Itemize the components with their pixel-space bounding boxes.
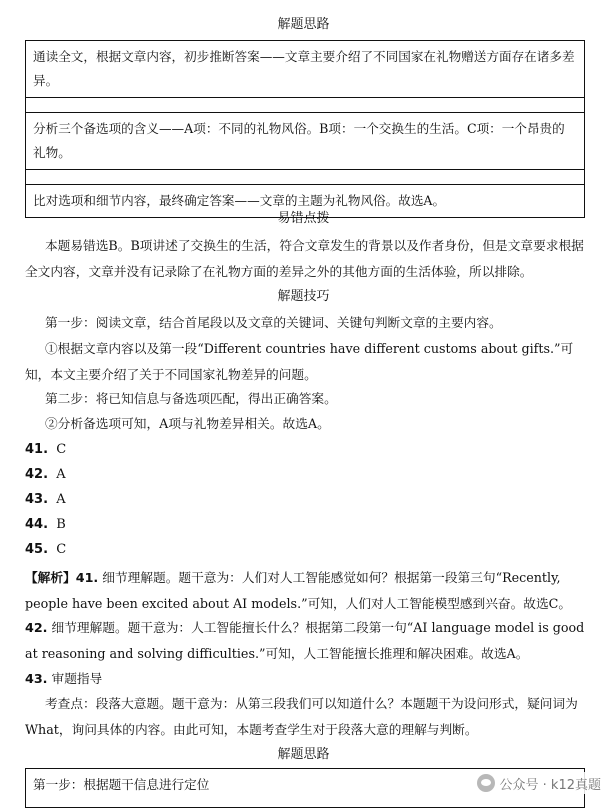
watermark [477, 772, 601, 794]
answer-number: 44. [25, 517, 49, 532]
answer-number: 42. [25, 467, 49, 482]
step-text-1: 通读全文，根据文章内容，初步推断答案——文章主要介绍了不同国家在礼物赠送方面存在诸多差异。 [33, 49, 575, 88]
answer-item [25, 490, 66, 510]
section-title-skills: 解题技巧 [277, 289, 330, 304]
answer-number: 45. [25, 542, 49, 557]
wechat-icon [477, 774, 495, 792]
analysis-tag: 【解析】 [25, 570, 76, 585]
q43-point: 考查点：段落大意题。题干意为：从第三段我们可以知道什么？本题题干为设问形式，疑问词为What，询问具体的内容。由此可知，本题考查学生对于段落大意的理解与判断。 [25, 696, 578, 737]
q42-text: 细节理解题。题干意为：人工智能擅长什么？根据第二段第一句“AI language model is good at reasoning and solving difficulties.”可知，人工智能擅长推理和解决困难。故选A。 [25, 620, 585, 661]
step-box-1 [25, 40, 585, 98]
q41-number: 41. [75, 570, 99, 585]
thinking-steps-box [25, 40, 585, 218]
step-box-2 [25, 112, 585, 170]
q43-text: 审题指导 [51, 671, 103, 686]
skills-step2: 第二步：将已知信息与备选项匹配，得出正确答案。 [45, 391, 337, 406]
step2-text-1: 第一步：根据题干信息进行定位 [33, 777, 210, 792]
answer-item [25, 540, 66, 560]
answer-letter: B [56, 517, 66, 532]
skills-point1: ①根据文章内容以及第一段“Different countries have different customs about gifts.”可知，本文主要介绍了关于不同国家礼物差异的问题。 [25, 341, 574, 382]
section-title-thinking-2: 解题思路 [277, 747, 330, 762]
answer-item [25, 515, 66, 535]
answer-letter: C [56, 442, 67, 457]
errors-text: 本题易错选B。B项讲述了交换生的生活，符合文章发生的背景以及作者身份，但是文章要求根据全文内容，文章并没有记录除了在礼物方面的差异之外的其他方面的生活体验，所以排除。 [25, 238, 584, 279]
answer-letter: A [56, 467, 66, 482]
step-text-2: 分析三个备选项的含义——A项：不同的礼物风俗。B项：一个交换生的生活。C项：一个昂贵的礼物。 [33, 121, 565, 160]
analysis-42 [25, 615, 587, 666]
analysis-41 [25, 565, 587, 616]
step-text-3: 比对选项和细节内容，最终确定答案——文章的主题为礼物风俗。故选A。 [33, 193, 446, 208]
q42-number: 42. [25, 620, 48, 635]
answer-item [25, 440, 66, 460]
answer-number: 41. [25, 442, 49, 457]
section-title-errors: 易错点拨 [277, 211, 330, 226]
answer-item [25, 465, 66, 485]
q41-text: 细节理解题。题干意为：人们对人工智能感觉如何？根据第一段第三句“Recently, people have been excited about AI models.”可知，人们对人工智能模型感到兴奋。故选C。 [25, 570, 572, 611]
skills-point2: ②分析备选项可知，A项与礼物差异相关。故选A。 [45, 416, 330, 431]
analysis-43 [25, 666, 587, 692]
section-title-thinking: 解题思路 [277, 17, 330, 32]
answer-letter: C [56, 542, 67, 557]
answer-number: 43. [25, 492, 49, 507]
watermark-text: 公众号 · k12真题 [499, 777, 601, 793]
answer-letter: A [56, 492, 66, 507]
skills-step1: 第一步：阅读文章，结合首尾段以及文章的关键词、关键句判断文章的主要内容。 [45, 315, 502, 330]
q43-number: 43. [25, 671, 48, 686]
